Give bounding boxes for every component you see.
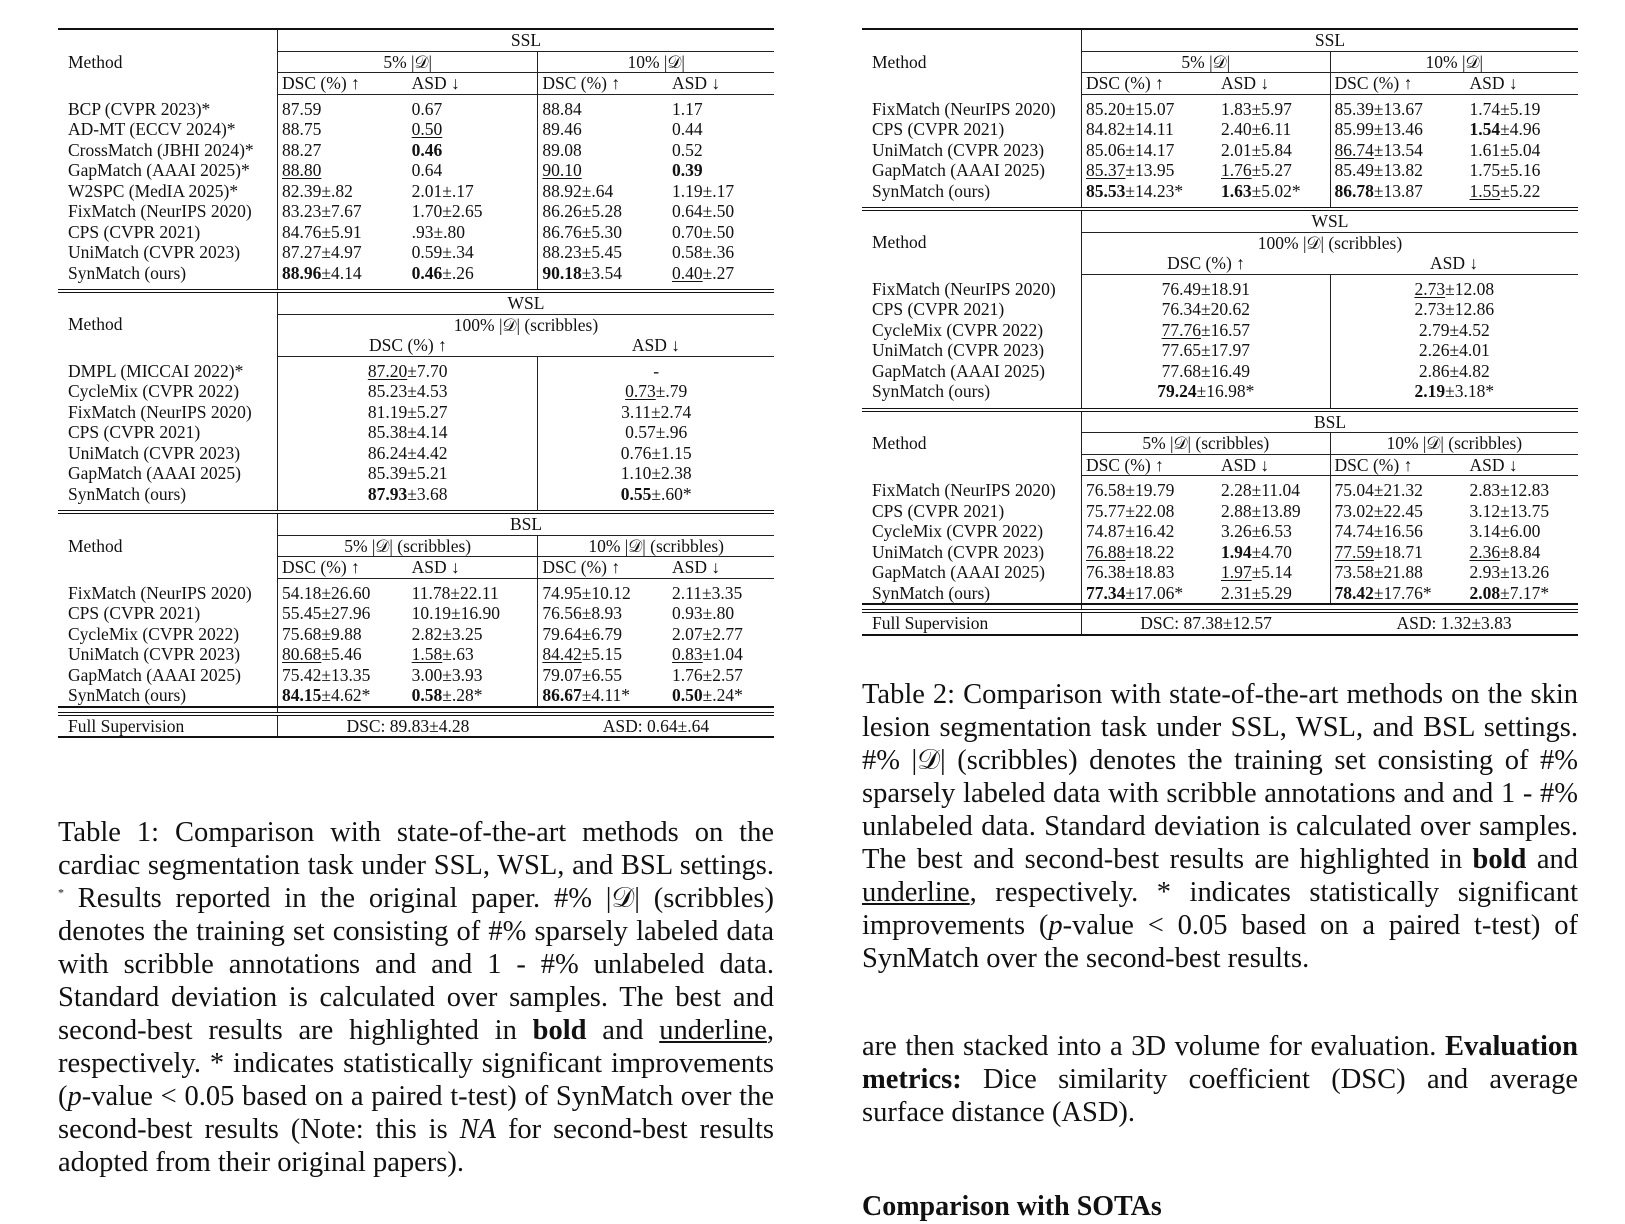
table-row — [862, 320, 1578, 341]
table-cell: 3.12±13.75 — [1469, 500, 1550, 521]
table-1 — [58, 28, 774, 738]
table-cell: 2.01±.17 — [408, 181, 538, 202]
method-header: Method — [58, 29, 278, 94]
table-row — [58, 140, 774, 161]
col-asd: ASD ↓ — [1217, 73, 1330, 95]
table-cell: SynMatch (ours) — [862, 381, 1082, 402]
table-cell: 76.56±8.93 — [542, 603, 622, 623]
table-cell: 0.58±.36 — [672, 242, 735, 262]
table-cell: 76.88±18.22 — [1086, 541, 1175, 562]
table-cell: 2.86±4.82 — [1418, 360, 1490, 381]
col-dsc: DSC (%) ↑ — [1330, 73, 1466, 95]
table-cell: SynMatch (ours) — [58, 263, 278, 284]
table-row — [58, 624, 774, 645]
table-cell: CycleMix (CVPR 2022) — [862, 320, 1082, 341]
col-dsc: DSC (%) ↑ — [278, 335, 538, 356]
table-row — [862, 501, 1578, 522]
table-cell: 79.24±16.98* — [1082, 381, 1331, 402]
method-header: Method — [862, 410, 1082, 476]
table-1-caption: Table 1: Comparison with state-of-the-art methods on the cardiac segmentation task under SSL, WSL, and BSL settings. * Results reported in the original paper. #% |𝒟| (scribbles) denotes the training set consisting of #% sparsely labeled data with scribble annotations and and 1 - #% unlabeled data. Standard deviation is calculated over samples. The best and second-best results are highlighted in bold and underline, respectively. * indicates statistically significant improvements (p-value < 0.05 based on a paired t-test) of SynMatch over the second-best results (Note: this is NA for second-best results adopted from their original papers). — [58, 817, 774, 1178]
table-cell: 88.23±5.45 — [542, 242, 622, 262]
table-cell: 86.74±13.54 — [1334, 139, 1423, 160]
full-supervision-row — [58, 714, 774, 738]
table-cell: 84.82±14.11 — [1086, 119, 1174, 139]
table-cell: 1.83±5.97 — [1217, 99, 1330, 120]
table-cell: ASD: 0.64±.64 — [538, 714, 774, 738]
table-cell: 2.36±8.84 — [1469, 541, 1541, 562]
table-cell — [58, 504, 278, 512]
table-cell: 85.53±14.23* — [1086, 180, 1184, 201]
subheader-5pct-scribbles: 5% |𝒟| (scribbles) — [1082, 433, 1331, 455]
table-cell: 90.10 — [542, 160, 582, 180]
table-cell: 1.75±5.16 — [1469, 160, 1541, 180]
table-row — [862, 562, 1578, 583]
table-cell: GapMatch (AAAI 2025)* — [58, 160, 278, 181]
table-cell — [1330, 604, 1578, 611]
table-cell — [862, 201, 1082, 209]
table-cell: 1.58±.63 — [408, 644, 538, 665]
table-cell: 83.23±7.67 — [282, 201, 362, 221]
table-cell — [1217, 201, 1330, 209]
table-row — [58, 160, 774, 181]
table-cell: 85.39±5.21 — [278, 463, 538, 484]
table-cell: 86.78±13.87 — [1334, 180, 1423, 201]
table-cell: 80.68±5.46 — [282, 644, 362, 664]
table-cell — [862, 402, 1082, 410]
table-cell — [862, 604, 1082, 611]
table-cell: 0.83±1.04 — [672, 644, 743, 664]
table-row — [862, 381, 1578, 402]
table-cell: 0.50±.24* — [668, 685, 774, 707]
col-asd: ASD ↓ — [668, 557, 774, 579]
table-cell: UniMatch (CVPR 2023) — [862, 340, 1082, 361]
table-cell: CycleMix (CVPR 2022) — [862, 521, 1082, 542]
table-cell: 84.15±4.62* — [278, 685, 408, 707]
table-cell: GapMatch (AAAI 2025) — [58, 665, 278, 686]
table-cell: 77.76±16.57 — [1082, 320, 1331, 341]
table-cell: 85.20±15.07 — [1086, 98, 1175, 119]
table-cell: 0.55±.60* — [620, 483, 692, 504]
table-cell: 85.99±13.46 — [1334, 119, 1423, 139]
section-heading: Comparison with SOTAs — [862, 1191, 1162, 1222]
col-asd: ASD ↓ — [408, 73, 538, 95]
table-cell: 79.64±6.79 — [542, 623, 622, 644]
table-cell: 1.94±4.70 — [1217, 542, 1330, 563]
table-cell: 90.18±3.54 — [542, 262, 622, 283]
table-cell: 1.19±.17 — [672, 180, 735, 201]
table-cell: SynMatch (ours) — [862, 583, 1082, 605]
table-row — [58, 99, 774, 120]
table-row — [58, 665, 774, 686]
subheader-10pct-scribbles: 10% |𝒟| (scribbles) — [1330, 433, 1578, 455]
table-row — [58, 263, 774, 284]
col-asd: ASD ↓ — [1217, 454, 1330, 476]
table-cell: 2.26±4.01 — [1418, 340, 1490, 360]
table-row — [58, 242, 774, 263]
table-cell: Full Supervision — [58, 714, 278, 738]
table-row — [58, 201, 774, 222]
table-cell — [1082, 402, 1331, 410]
table-cell: 3.14±6.00 — [1469, 521, 1541, 541]
table-cell: 2.73±12.86 — [1414, 299, 1495, 319]
table-row — [58, 119, 774, 140]
table-cell: 89.08 — [542, 139, 582, 160]
table-cell: CPS (CVPR 2021) — [58, 603, 278, 624]
table-cell: 2.83±12.83 — [1469, 480, 1550, 500]
table-2-caption: Table 2: Comparison with state-of-the-art methods on the skin lesion segmentation task under SSL, WSL, and BSL settings. #% |𝒟| (scribbles) denotes the training set consisting of #% sparsely labeled data with scribble annotations and and 1 - #% unlabeled data. Standard deviation is calculated over samples. The best and second-best results are highlighted in bold and underline, respectively. * indicates statistically significant improvements (p-value < 0.05 based on a paired t-test) of SynMatch over the second-best results. — [862, 679, 1578, 974]
table-cell: 2.88±13.89 — [1217, 501, 1330, 522]
table-cell: 1.55±5.22 — [1469, 180, 1541, 201]
method-header: Method — [58, 512, 278, 578]
table-cell: 1.10±2.38 — [620, 463, 692, 483]
table-cell — [58, 283, 278, 291]
table-cell: 79.07±6.55 — [542, 664, 622, 685]
table-cell — [1330, 201, 1466, 209]
table-cell: 75.42±13.35 — [282, 664, 371, 685]
table-cell: 2.01±5.84 — [1217, 140, 1330, 161]
table-cell: 11.78±22.11 — [408, 583, 538, 604]
table-cell: 86.67±4.11* — [538, 685, 668, 707]
table-cell — [1082, 604, 1331, 611]
table-cell: 86.26±5.28 — [542, 201, 622, 221]
col-dsc: DSC (%) ↑ — [1082, 253, 1331, 274]
wsl-header: WSL — [1082, 209, 1579, 232]
table-cell: 82.39±.82 — [282, 180, 353, 201]
bsl-header: BSL — [278, 512, 775, 535]
table-cell: 0.70±.50 — [672, 221, 735, 242]
table-cell: .93±.80 — [408, 222, 538, 243]
subheader-10pct: 10% |𝒟| — [1330, 51, 1578, 73]
table-cell: Full Supervision — [862, 611, 1082, 635]
col-asd: ASD ↓ — [1466, 454, 1578, 476]
table-2 — [862, 28, 1578, 636]
table-cell: GapMatch (AAAI 2025) — [58, 463, 278, 484]
table-cell: 1.76±2.57 — [672, 664, 743, 685]
table-cell: DMPL (MICCAI 2022)* — [58, 361, 278, 382]
table-row — [58, 644, 774, 665]
table-cell: 2.31±5.29 — [1217, 583, 1330, 605]
table-cell: 87.27±4.97 — [282, 242, 362, 262]
table-cell: 54.18±26.60 — [282, 582, 371, 603]
table-cell: FixMatch (NeurIPS 2020) — [58, 201, 278, 222]
table-cell: 88.84 — [542, 98, 582, 119]
table-cell: 2.07±2.77 — [672, 623, 743, 644]
table-row — [58, 222, 774, 243]
table-cell: 2.19±3.18* — [1414, 381, 1495, 401]
subheader-100pct: 100% |𝒟| (scribbles) — [1257, 232, 1403, 253]
table-cell: 75.77±22.08 — [1086, 500, 1175, 521]
right-column — [862, 28, 1578, 1222]
table-cell: 0.73±.79 — [625, 381, 688, 401]
table-cell: 2.28±11.04 — [1217, 480, 1330, 501]
table-cell: 3.11±2.74 — [621, 401, 692, 422]
table-cell: FixMatch (NeurIPS 2020) — [862, 279, 1082, 300]
table-cell: CPS (CVPR 2021) — [58, 222, 278, 243]
table-cell: CycleMix (CVPR 2022) — [58, 624, 278, 645]
table-row — [862, 99, 1578, 120]
table-cell: 2.82±3.25 — [408, 624, 538, 645]
table-cell: 78.42±17.76* — [1330, 583, 1466, 605]
col-dsc: DSC (%) ↑ — [1082, 73, 1218, 95]
table-cell: 86.76±5.30 — [542, 221, 622, 242]
table-cell: CycleMix (CVPR 2022) — [58, 381, 278, 402]
col-asd: ASD ↓ — [1330, 253, 1578, 274]
table-cell: 85.06±14.17 — [1086, 139, 1175, 160]
table-cell: 1.17 — [672, 98, 703, 119]
table-cell: FixMatch (NeurIPS 2020) — [862, 480, 1082, 501]
table-cell: 88.96±4.14 — [282, 262, 362, 283]
table-cell — [1082, 201, 1218, 209]
table-cell: 76.49±18.91 — [1082, 279, 1331, 300]
col-asd: ASD ↓ — [1466, 73, 1578, 95]
table-cell: 1.70±2.65 — [408, 201, 538, 222]
table-cell: 2.79±4.52 — [1418, 319, 1490, 340]
table-cell — [1466, 201, 1578, 209]
table-cell: 0.59±.34 — [408, 242, 538, 263]
table-cell: 89.46 — [542, 119, 582, 139]
table-row — [58, 422, 774, 443]
table-cell: 0.67 — [408, 99, 538, 120]
table-cell: 76.34±20.62 — [1082, 299, 1331, 320]
table-row — [862, 299, 1578, 320]
table-cell: 75.04±21.32 — [1334, 480, 1423, 500]
col-asd: ASD ↓ — [408, 557, 538, 579]
method-header: Method — [862, 29, 1082, 94]
bsl-header: BSL — [1082, 410, 1579, 433]
table-row — [58, 685, 774, 707]
table-cell: 81.19±5.27 — [278, 402, 538, 423]
table-cell — [1330, 402, 1578, 410]
table-cell: 87.93±3.68 — [278, 484, 538, 505]
table-cell: 0.64±.50 — [672, 201, 735, 221]
table-cell: UniMatch (CVPR 2023) — [58, 644, 278, 665]
table-cell: 85.38±4.14 — [278, 422, 538, 443]
table-cell: SynMatch (ours) — [862, 181, 1082, 202]
table-cell: CPS (CVPR 2021) — [58, 422, 278, 443]
table-row — [862, 119, 1578, 140]
table-cell: 86.24±4.42 — [278, 443, 538, 464]
table-cell: DSC: 87.38±12.57 — [1082, 611, 1331, 635]
table-row — [58, 603, 774, 624]
subheader-5pct-scribbles: 5% |𝒟| (scribbles) — [278, 535, 538, 557]
table-cell: 0.40±.27 — [672, 262, 735, 283]
table-cell — [538, 707, 774, 714]
table-cell: 0.44 — [672, 119, 703, 139]
table-cell: BCP (CVPR 2023)* — [58, 99, 278, 120]
table-cell — [408, 283, 538, 291]
table-cell: 88.75 — [282, 119, 322, 139]
col-dsc: DSC (%) ↑ — [278, 557, 408, 579]
table-row — [862, 480, 1578, 501]
col-dsc: DSC (%) ↑ — [1082, 454, 1218, 476]
table-cell: 77.68±16.49 — [1082, 361, 1331, 382]
table-row — [862, 160, 1578, 181]
table-cell: 0.93±.80 — [672, 603, 735, 623]
table-cell: 73.58±21.88 — [1334, 562, 1423, 582]
table-cell: CrossMatch (JBHI 2024)* — [58, 140, 278, 161]
table-row — [862, 521, 1578, 542]
table-cell: 2.40±6.11 — [1217, 119, 1330, 140]
table-cell: 1.97±5.14 — [1217, 562, 1330, 583]
table-cell: UniMatch (CVPR 2023) — [58, 242, 278, 263]
table-row — [58, 463, 774, 484]
table-cell: 88.92±.64 — [542, 180, 614, 201]
table-cell: DSC: 89.83±4.28 — [278, 714, 538, 738]
table-row — [58, 381, 774, 402]
table-cell: 85.39±13.67 — [1334, 98, 1423, 119]
table-cell — [58, 707, 278, 714]
table-cell — [668, 283, 774, 291]
method-header: Method — [862, 209, 1082, 274]
table-cell: FixMatch (NeurIPS 2020) — [58, 402, 278, 423]
ssl-header: SSL — [1082, 29, 1579, 51]
subheader-10pct: 10% |𝒟| — [538, 51, 774, 73]
table-row — [58, 484, 774, 505]
table-row — [58, 402, 774, 423]
left-column — [58, 28, 774, 1178]
table-cell: 1.54±4.96 — [1469, 119, 1541, 139]
table-cell: 1.76±5.27 — [1217, 160, 1330, 181]
table-cell: 74.87±16.42 — [1086, 521, 1175, 541]
table-cell: 74.74±16.56 — [1334, 521, 1423, 541]
table-cell: 87.59 — [282, 98, 322, 119]
table-cell: 0.58±.28* — [408, 685, 538, 707]
table-cell: SynMatch (ours) — [58, 484, 278, 505]
col-dsc: DSC (%) ↑ — [538, 73, 668, 95]
table-cell: 2.08±7.17* — [1466, 583, 1578, 605]
table-cell — [538, 504, 774, 512]
table-cell: 1.74±5.19 — [1469, 98, 1541, 119]
table-cell: 55.45±27.96 — [282, 603, 371, 623]
table-cell: 84.76±5.91 — [282, 221, 362, 242]
wsl-header: WSL — [278, 291, 775, 314]
table-cell: UniMatch (CVPR 2023) — [862, 542, 1082, 563]
method-header: Method — [58, 291, 278, 356]
table-cell: 3.26±6.53 — [1217, 521, 1330, 542]
table-row — [862, 181, 1578, 202]
table-cell: GapMatch (AAAI 2025) — [862, 361, 1082, 382]
col-dsc: DSC (%) ↑ — [278, 73, 408, 95]
subheader-100pct: 100% |𝒟| (scribbles) — [453, 314, 599, 335]
table-cell: 77.65±17.97 — [1082, 340, 1331, 361]
subheader-5pct: 5% |𝒟| — [1082, 51, 1331, 73]
col-asd: ASD ↓ — [668, 73, 774, 95]
table-cell: FixMatch (NeurIPS 2020) — [862, 99, 1082, 120]
table-cell: CPS (CVPR 2021) — [862, 299, 1082, 320]
col-dsc: DSC (%) ↑ — [1330, 454, 1466, 476]
table-cell: GapMatch (AAAI 2025) — [862, 562, 1082, 583]
table-row — [58, 583, 774, 604]
table-cell — [278, 707, 538, 714]
table-cell: 88.27 — [282, 139, 322, 160]
table-cell: 2.73±12.08 — [1414, 278, 1495, 299]
table-cell: - — [653, 360, 660, 381]
table-cell: 0.52 — [672, 139, 703, 160]
table-cell: 85.49±13.82 — [1334, 160, 1423, 180]
table-cell: 73.02±22.45 — [1334, 500, 1423, 521]
table-cell: 76.58±19.79 — [1086, 480, 1175, 500]
table-cell: SynMatch (ours) — [58, 685, 278, 707]
table-row — [58, 443, 774, 464]
table-cell: 0.76±1.15 — [620, 442, 692, 463]
col-asd: ASD ↓ — [538, 335, 774, 356]
table-row — [58, 181, 774, 202]
table-row — [862, 140, 1578, 161]
subheader-5pct: 5% |𝒟| — [278, 51, 538, 73]
table-cell: 3.00±3.93 — [408, 665, 538, 686]
table-cell: 0.46±.26 — [408, 263, 538, 284]
table-cell: 2.11±3.35 — [672, 582, 743, 603]
table-cell: 2.93±13.26 — [1469, 562, 1550, 582]
table-cell: 88.80 — [282, 160, 322, 180]
table-cell: 85.23±4.53 — [278, 381, 538, 402]
table-row — [862, 542, 1578, 563]
subheader-10pct-scribbles: 10% |𝒟| (scribbles) — [538, 535, 774, 557]
table-row — [862, 279, 1578, 300]
table-cell: 0.64 — [408, 160, 538, 181]
full-supervision-row — [862, 611, 1578, 635]
table-cell: 85.37±13.95 — [1086, 160, 1175, 180]
table-row — [58, 361, 774, 382]
table-cell: 10.19±16.90 — [408, 603, 538, 624]
table-row — [862, 340, 1578, 361]
table-cell: 84.42±5.15 — [542, 644, 622, 664]
table-cell — [278, 283, 408, 291]
table-cell: FixMatch (NeurIPS 2020) — [58, 583, 278, 604]
table-cell: 1.61±5.04 — [1469, 139, 1541, 160]
table-cell: 77.59±18.71 — [1334, 541, 1423, 562]
table-cell: 75.68±9.88 — [282, 623, 362, 644]
table-cell: 0.46 — [408, 140, 538, 161]
table-cell: CPS (CVPR 2021) — [862, 501, 1082, 522]
table-cell: AD-MT (ECCV 2024)* — [58, 119, 278, 140]
body-paragraph: are then stacked into a 3D volume for evaluation. Evaluation metrics: Dice similarity coefficient (DSC) and average surface distance (ASD). — [862, 1031, 1578, 1128]
table-row — [862, 361, 1578, 382]
table-cell: 76.38±18.83 — [1086, 562, 1175, 582]
table-cell: 0.57±.96 — [625, 422, 688, 442]
table-cell: W2SPC (MedIA 2025)* — [58, 181, 278, 202]
table-row — [862, 583, 1578, 605]
table-cell: 1.63±5.02* — [1217, 181, 1330, 202]
col-dsc: DSC (%) ↑ — [538, 557, 668, 579]
ssl-header: SSL — [278, 29, 775, 51]
table-cell: ASD: 1.32±3.83 — [1330, 611, 1578, 635]
table-cell: 0.50 — [408, 119, 538, 140]
table-cell — [538, 283, 668, 291]
table-cell: 0.39 — [672, 160, 703, 180]
table-cell: UniMatch (CVPR 2023) — [862, 140, 1082, 161]
table-cell: 87.20±7.70 — [278, 361, 538, 382]
table-cell — [278, 504, 538, 512]
table-cell: 77.34±17.06* — [1082, 583, 1218, 605]
table-cell: UniMatch (CVPR 2023) — [58, 443, 278, 464]
table-cell: 74.95±10.12 — [542, 582, 631, 603]
table-cell: CPS (CVPR 2021) — [862, 119, 1082, 140]
table-cell: GapMatch (AAAI 2025) — [862, 160, 1082, 181]
